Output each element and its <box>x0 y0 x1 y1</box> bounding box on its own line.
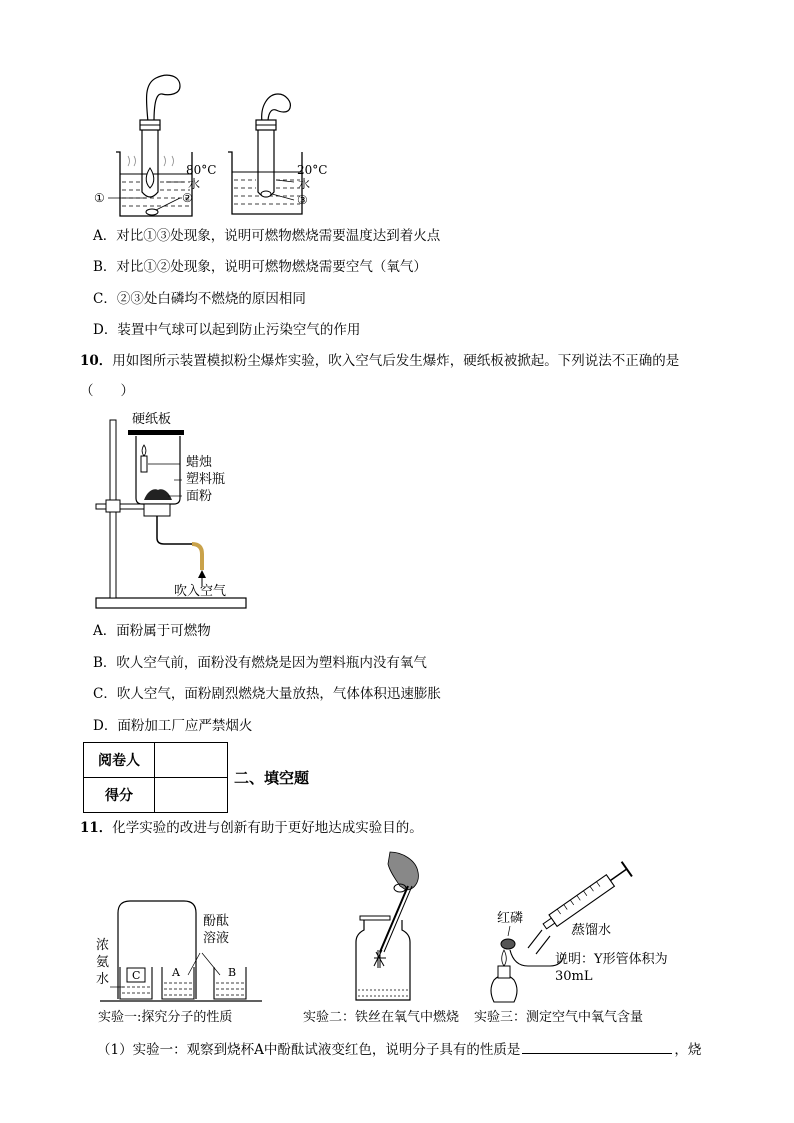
q10-paren: （ ） <box>80 383 134 399</box>
q10-option-b: B．吹人空气前，面粉没有燃烧是因为塑料瓶内没有氧气 <box>93 655 427 671</box>
label-ammonia-1: 浓 <box>96 938 110 953</box>
mark-2: ② <box>182 191 193 205</box>
beaker-80c-diagram <box>100 70 220 222</box>
q10-text: 用如图所示装置模拟粉尘爆炸实验，吹入空气后发生爆炸，硬纸板被掀起。下列说法不正确的是 <box>112 353 680 369</box>
experiment-3-diagram <box>480 862 640 1007</box>
caption-experiment-1: 实验一:探究分子的性质 <box>98 1010 233 1025</box>
reviewer-cell[interactable] <box>155 743 228 778</box>
q10-option-c: C．吹人空气，面粉剧烈燃烧大量放热，气体体积迅速膨胀 <box>93 686 441 702</box>
reviewer-label: 阅卷人 <box>84 743 155 778</box>
answer-blank-1[interactable] <box>522 1039 672 1054</box>
note-y-tube-volume-2: 30mL <box>555 969 593 984</box>
label-beaker-b: B <box>228 966 237 979</box>
q9-option-a: A．对比①③处现象，说明可燃物燃烧需要温度达到着火点 <box>93 228 441 244</box>
label-beaker-a: A <box>172 966 180 979</box>
note-y-tube-volume-1: 说明：Y形管体积为 <box>555 952 668 967</box>
section-title: 二、填空题 <box>234 769 310 787</box>
label-ammonia-3: 水 <box>96 972 110 987</box>
label-flour: 面粉 <box>186 489 213 504</box>
label-red-phosphorus: 红磷 <box>497 911 524 926</box>
q10-option-d: D．面粉加工厂应严禁烟火 <box>93 718 253 734</box>
label-phenolphthalein-2: 溶液 <box>203 931 230 946</box>
q9-option-d: D．装置中气球可以起到防止污染空气的作用 <box>93 322 361 338</box>
q10-number: 10． <box>80 353 113 369</box>
label-bottle: 塑料瓶 <box>186 472 226 487</box>
right-temp-label: 20°C <box>297 163 328 177</box>
right-water-label: 水 <box>298 177 311 191</box>
mark-1: ① <box>94 191 105 205</box>
q11-sub1 <box>97 1039 701 1059</box>
label-blow-air: 吹入空气 <box>174 584 227 599</box>
left-temp-label: 80°C <box>186 163 217 177</box>
label-phenolphthalein-1: 酚酞 <box>203 914 230 929</box>
q9-option-b: B．对比①②处现象，说明可燃物燃烧需要空气（氧气） <box>93 259 427 275</box>
grade-table <box>83 742 228 813</box>
q11-text: 化学实验的改进与创新有助于更好地达成实验目的。 <box>112 820 423 836</box>
label-distilled-water: 蒸馏水 <box>572 923 612 938</box>
left-water-label: 水 <box>188 177 201 191</box>
q11-number: 11． <box>80 820 113 836</box>
caption-experiment-2: 实验二：铁丝在氧气中燃烧 <box>303 1010 460 1025</box>
q10-option-a: A．面粉属于可燃物 <box>93 623 211 639</box>
label-ammonia-2: 氨 <box>96 955 110 970</box>
beaker-20c-diagram <box>222 88 332 222</box>
label-board: 硬纸板 <box>132 412 172 427</box>
q11-sub1-prefix: （1）实验一：观察到烧杯A中酚酞试液变红色，说明分子具有的性质是 <box>97 1042 521 1058</box>
label-beaker-c: C <box>132 969 141 982</box>
mark-3: ③ <box>297 193 308 207</box>
q9-option-c: C．②③处白磷均不燃烧的原因相同 <box>93 291 306 307</box>
dust-explosion-diagram <box>92 410 252 612</box>
q10-stem <box>80 352 679 370</box>
score-label: 得分 <box>84 778 155 813</box>
q11-sub1-suffix: ，烧 <box>674 1042 702 1058</box>
label-candle: 蜡烛 <box>186 455 213 470</box>
score-cell[interactable] <box>155 778 228 813</box>
experiment-2-diagram <box>350 850 420 1005</box>
q11-stem <box>80 819 423 837</box>
caption-experiment-3: 实验三：测定空气中氧气含量 <box>474 1010 644 1025</box>
experiment-1-diagram <box>96 895 266 1005</box>
